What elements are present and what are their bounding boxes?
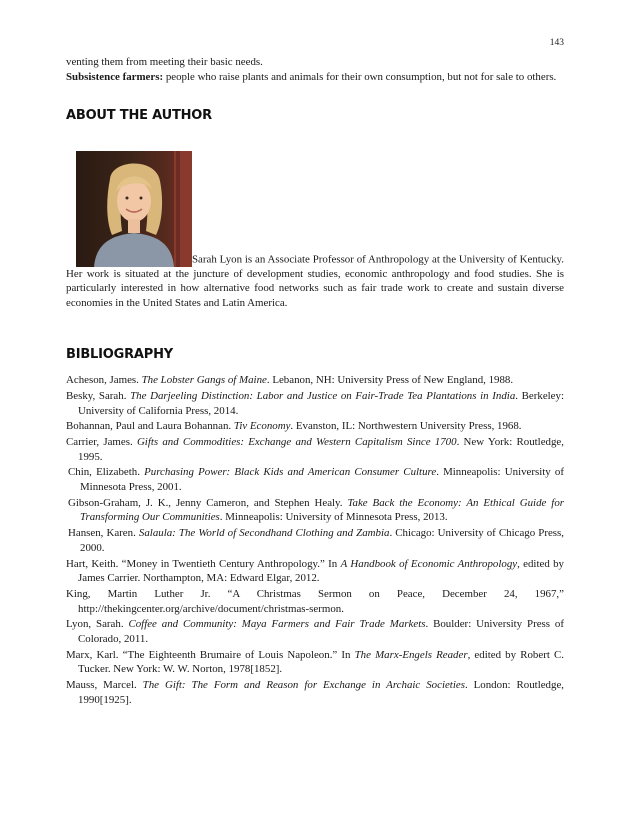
bibliography-entry-author: Chin, Elizabeth.	[68, 466, 145, 479]
bibliography-entry-title: Take Back the Economy: An Ethical Guide for Transforming Our Communities	[80, 496, 564, 524]
bibliography-entry-author: Marx, Karl. “The Eighteenth Brumaire of Louis Napoleon.” In	[66, 648, 355, 661]
bibliography-entry-author: Hansen, Karen.	[68, 527, 139, 540]
bibliography-entry-title: The Lobster Gangs of Maine	[141, 374, 267, 387]
bibliography-entry-title: Salaula: The World of Secondhand Clothing and Zambia	[138, 527, 390, 540]
bibliography-entry-publication: . Lebanon, NH: University Press of New England, 1988.	[266, 374, 514, 387]
bibliography-heading: BIBLIOGRAPHY	[66, 346, 173, 362]
bibliography-entry-author: Mauss, Marcel.	[66, 679, 143, 692]
bibliography-entry	[66, 557, 564, 586]
bibliography-entry	[66, 617, 564, 646]
page-content	[66, 55, 564, 708]
bibliography-entry-author: King, Martin Luther Jr. “A Christmas Sermon on Peace, December 24, 1967,” http://thekingcenter.org/archive/document/christmas-sermon.	[66, 587, 564, 615]
bibliography-entry	[66, 419, 564, 434]
bibliography-list	[66, 373, 564, 707]
bibliography-entry-publication: . Berkeley: University of California Press, 2014.	[78, 389, 564, 417]
bibliography-entry-publication: , edited by James Carrier. Northampton, MA: Edward Elgar, 2012.	[78, 557, 564, 585]
glossary-definition: people who raise plants and animals for their own consumption, but not for sale to others.	[163, 70, 557, 83]
bibliography-entry-author: Bohannan, Paul and Laura Bohannan.	[66, 420, 234, 433]
author-photo	[76, 151, 192, 267]
bibliography-entry-publication: . London: Routledge, 1990[1925].	[78, 679, 564, 706]
bibliography-entry-title: The Gift: The Form and Reason for Exchange in Archaic Societies	[142, 679, 465, 692]
bibliography-entry-publication: . New York: Routledge, 1995.	[78, 436, 564, 463]
bibliography-entry-publication: . Minneapolis: University of Minnesota Press, 2013.	[219, 511, 448, 524]
bibliography-entry-publication: , edited by Robert C. Tucker. New York: W. W. Norton, 1978[1852].	[78, 648, 564, 676]
author-bio	[66, 151, 564, 311]
bibliography-entry-title: The Darjeeling Distinction: Labor and Justice on Fair-Trade Tea Plantations in India	[130, 389, 516, 402]
bibliography-entry-title: The Marx-Engels Reader	[354, 648, 468, 661]
bibliography-entry-publication: . Evanston, IL: Northwestern University Press, 1968.	[290, 420, 522, 433]
bibliography-entry-publication: . Boulder: University Press of Colorado, 2011.	[78, 618, 564, 645]
glossary-term: Subsistence farmers:	[66, 70, 164, 83]
bibliography-entry-author: Acheson, James.	[66, 374, 142, 387]
bibliography-entry	[66, 435, 564, 464]
bibliography-entry-title: A Handbook of Economic Anthropology	[340, 557, 518, 570]
bibliography-entry-title: Tiv Economy	[233, 420, 291, 433]
bibliography-entry	[66, 587, 564, 616]
glossary-entry	[66, 70, 564, 85]
author-portrait-icon	[76, 151, 192, 267]
page-number: 143	[549, 38, 564, 48]
bibliography-entry	[68, 526, 564, 555]
glossary-continuation: venting them from meeting their basic needs.	[66, 56, 263, 68]
author-bio-text: Sarah Lyon is an Associate Professor of Anthropology at the University of Kentucky. Her work is situated at the juncture of development studies, economic anthropology and food studies. She is particularly interested in how alternative food networks such as fair trade work to create and sustain diverse economies in the United States and Latin America.	[66, 253, 564, 309]
bibliography-entry-publication: . Minneapolis: University of Minnesota Press, 2001.	[80, 466, 564, 494]
bibliography-entry-author: Besky, Sarah.	[66, 389, 131, 402]
bibliography-entry-author: Hart, Keith. “Money in Twentieth Century Anthropology.” In	[66, 557, 341, 570]
about-author-heading: ABOUT THE AUTHOR	[66, 108, 212, 124]
bibliography-entry-author: Carrier, James.	[66, 436, 137, 449]
bibliography-entry	[68, 465, 564, 494]
bibliography-entry	[68, 496, 564, 525]
bibliography-entry-author: Gibson-Graham, J. K., Jenny Cameron, and Stephen Healy.	[68, 496, 348, 509]
bibliography-entry-title: Purchasing Power: Black Kids and American Consumer Culture	[144, 466, 437, 479]
bibliography-entry-publication: . Chicago: University of Chicago Press, 2000.	[80, 527, 565, 554]
bibliography-entry	[66, 373, 564, 388]
bibliography-entry-author: Lyon, Sarah.	[66, 618, 129, 631]
bibliography-entry	[66, 389, 564, 418]
bibliography-entry-title: Coffee and Community: Maya Farmers and Fair Trade Markets	[128, 618, 426, 631]
bibliography-entry	[66, 648, 564, 677]
bibliography-entry-title: Gifts and Commodities: Exchange and Western Capitalism Since 1700	[136, 436, 457, 449]
bibliography-entry	[66, 678, 564, 707]
